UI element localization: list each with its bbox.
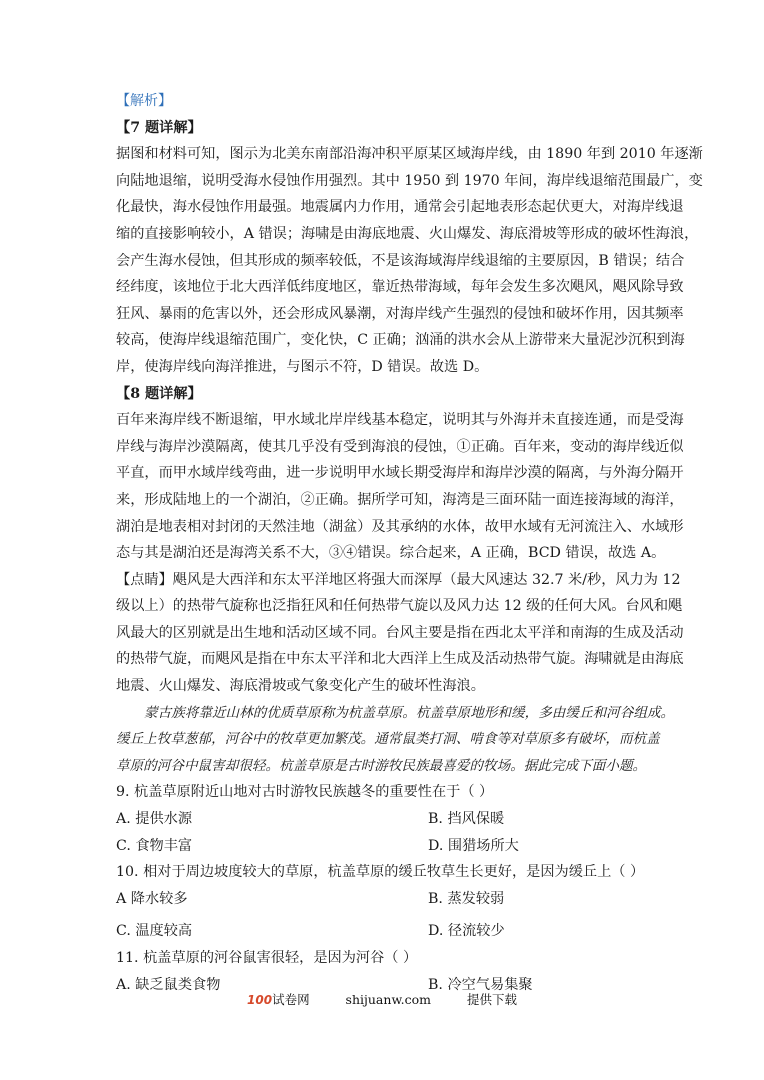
paragraph-line: 较高，使海岸线退缩范围广，变化快，C 正确；汹涌的洪水会从上游带来大量泥沙沉积到海 [116,332,685,349]
option-d: D. 围猎场所大 [428,837,519,854]
option-b: B. 冷空气易集聚 [428,976,533,993]
q7-explanation [116,141,703,380]
options-row [116,886,664,913]
site-logo: 100 [247,993,273,1007]
passage-line: 蒙古族将靠近山林的优质草原称为杭盖草原。杭盖草原地形和缓，多由缓丘和河谷组成。 [144,704,675,721]
paragraph-line: 地震、火山爆发、海底滑坡或气象变化产生的破坏性海浪。 [116,678,485,695]
option-c: C. 食物丰富 [116,837,193,854]
question-9 [116,779,664,859]
option-a: A 降水较多 [116,890,188,907]
option-a: A. 缺乏鼠类食物 [116,976,221,993]
paragraph-line: 湖泊是地表相对封闭的天然洼地（湖盆）及其承纳的水体，故甲水域有无河流注入、水域形 [116,518,684,535]
passage-line: 草原的河谷中鼠害却很轻。杭盖草原是古时游牧民族最喜爱的牧场。据此完成下面小题。 [116,757,647,774]
reading-passage [116,700,675,780]
question-stem: 11. 杭盖草原的河谷鼠害很轻，是因为河谷（ ） [116,950,418,966]
options-row [116,833,664,860]
site-domain-link[interactable]: shijuanw.com [345,992,432,1007]
paragraph-line: 据图和材料可知，图示为北美东南部沿海冲积平原某区域海岸线，由 1890 年到 2010 年逐渐 [116,146,703,163]
options-row [116,918,664,945]
paragraph-line: 来，形成陆地上的一个湖泊，②正确。据所学可知，海湾是三面环陆一面连接海域的海洋， [116,491,684,508]
paragraph-line: 狂风、暴雨的危害以外，还会形成风暴潮，对海岸线产生强烈的侵蚀和破坏作用，因其频率 [116,305,684,322]
paragraph-line: 岸，使海岸线向海洋推进，与图示不符，D 错误。故选 D。 [116,358,489,375]
question-10 [116,859,664,945]
paragraph-line: 向陆地退缩，说明受海水侵蚀作用强烈。其中 1950 到 1970 年间，海岸线退缩范围最广，变 [116,172,703,189]
tip-section [116,567,684,700]
paragraph-line: 会产生海水侵蚀，但其形成的频率较低，不是该海域海岸线退缩的主要原因，B 错误；结合 [116,252,685,269]
paragraph-line: 缩的直接影响较小，A 错误；海啸是由海底地震、火山爆发、海底滑坡等形成的破坏性海浪， [116,225,699,242]
option-a: A. 提供水源 [116,811,193,828]
question-stem: 9. 杭盖草原附近山地对古时游牧民族越冬的重要性在于（ ） [116,784,494,801]
paragraph-line: 态与其是湖泊还是海湾关系不大，③④错误。综合起来，A 正确，BCD 错误，故选 A。 [116,545,666,562]
paragraph-line: 风最大的区别就是出生地和活动区域不同。台风主要是指在西北太平洋和南海的生成及活动 [116,624,684,641]
options-row [116,806,664,833]
content-area [116,88,703,998]
paragraph-line: 的热带气旋，而飓风是指在中东太平洋和北大西洋上生成及活动热带气旋。海啸就是由海底 [116,651,684,668]
passage-line: 缓丘上牧草葱郁，河谷中的牧草更加繁茂。通常鼠类打洞、啃食等对草原多有破坏，而杭盖 [116,731,660,748]
question-stem: 10. 相对于周边坡度较大的草原，杭盖草原的缓丘牧草生长更好，是因为缓丘上（ ） [116,864,645,881]
paragraph-line: 经纬度，该地位于北大西洋低纬度地区，靠近热带海域，每年会发生多次飓风，飓风除导致 [116,279,684,296]
option-d: D. 径流较少 [428,923,505,940]
paragraph-line: 百年来海岸线不断退缩，甲水域北岸岸线基本稳定，说明其与外海并未直接连通，而是受海 [116,412,684,429]
paragraph-line: 岸线与海岸沙漠隔离，使其几乎没有受到海浪的侵蚀，①正确。百年来，变动的海岸线近似 [116,438,684,455]
footer-slogan: 提供下载 [466,992,517,1007]
option-c: C. 温度较高 [116,923,193,940]
paragraph-line: 化最快，海水侵蚀作用最强。地震属内力作用，通常会引起地表形态起伏更大，对海岸线退 [116,199,684,216]
q8-explanation [116,407,684,567]
q8-heading: 【8 题详解】 [116,385,202,402]
site-name: 试卷网 [272,992,310,1007]
page-footer [0,990,764,1008]
option-b: B. 挡风保暖 [428,811,505,828]
q7-heading: 【7 题详解】 [116,119,202,136]
paragraph-line: 【点睛】飓风是大西洋和东太平洋地区将强大而深厚（最大风速达 32.7 米/秒，风力为 12 [116,571,681,588]
paragraph-line: 平直，而甲水域岸线弯曲，进一步说明甲水域长期受海岸和海岸沙漠的隔离，与外海分隔开 [116,465,684,482]
analysis-heading: 【解析】 [116,93,172,109]
paragraph-line: 级以上）的热带气旋称也泛指狂风和任何热带气旋以及风力达 12 级的任何大风。台风和飓 [116,598,683,615]
option-b: B. 蒸发较弱 [428,890,505,907]
